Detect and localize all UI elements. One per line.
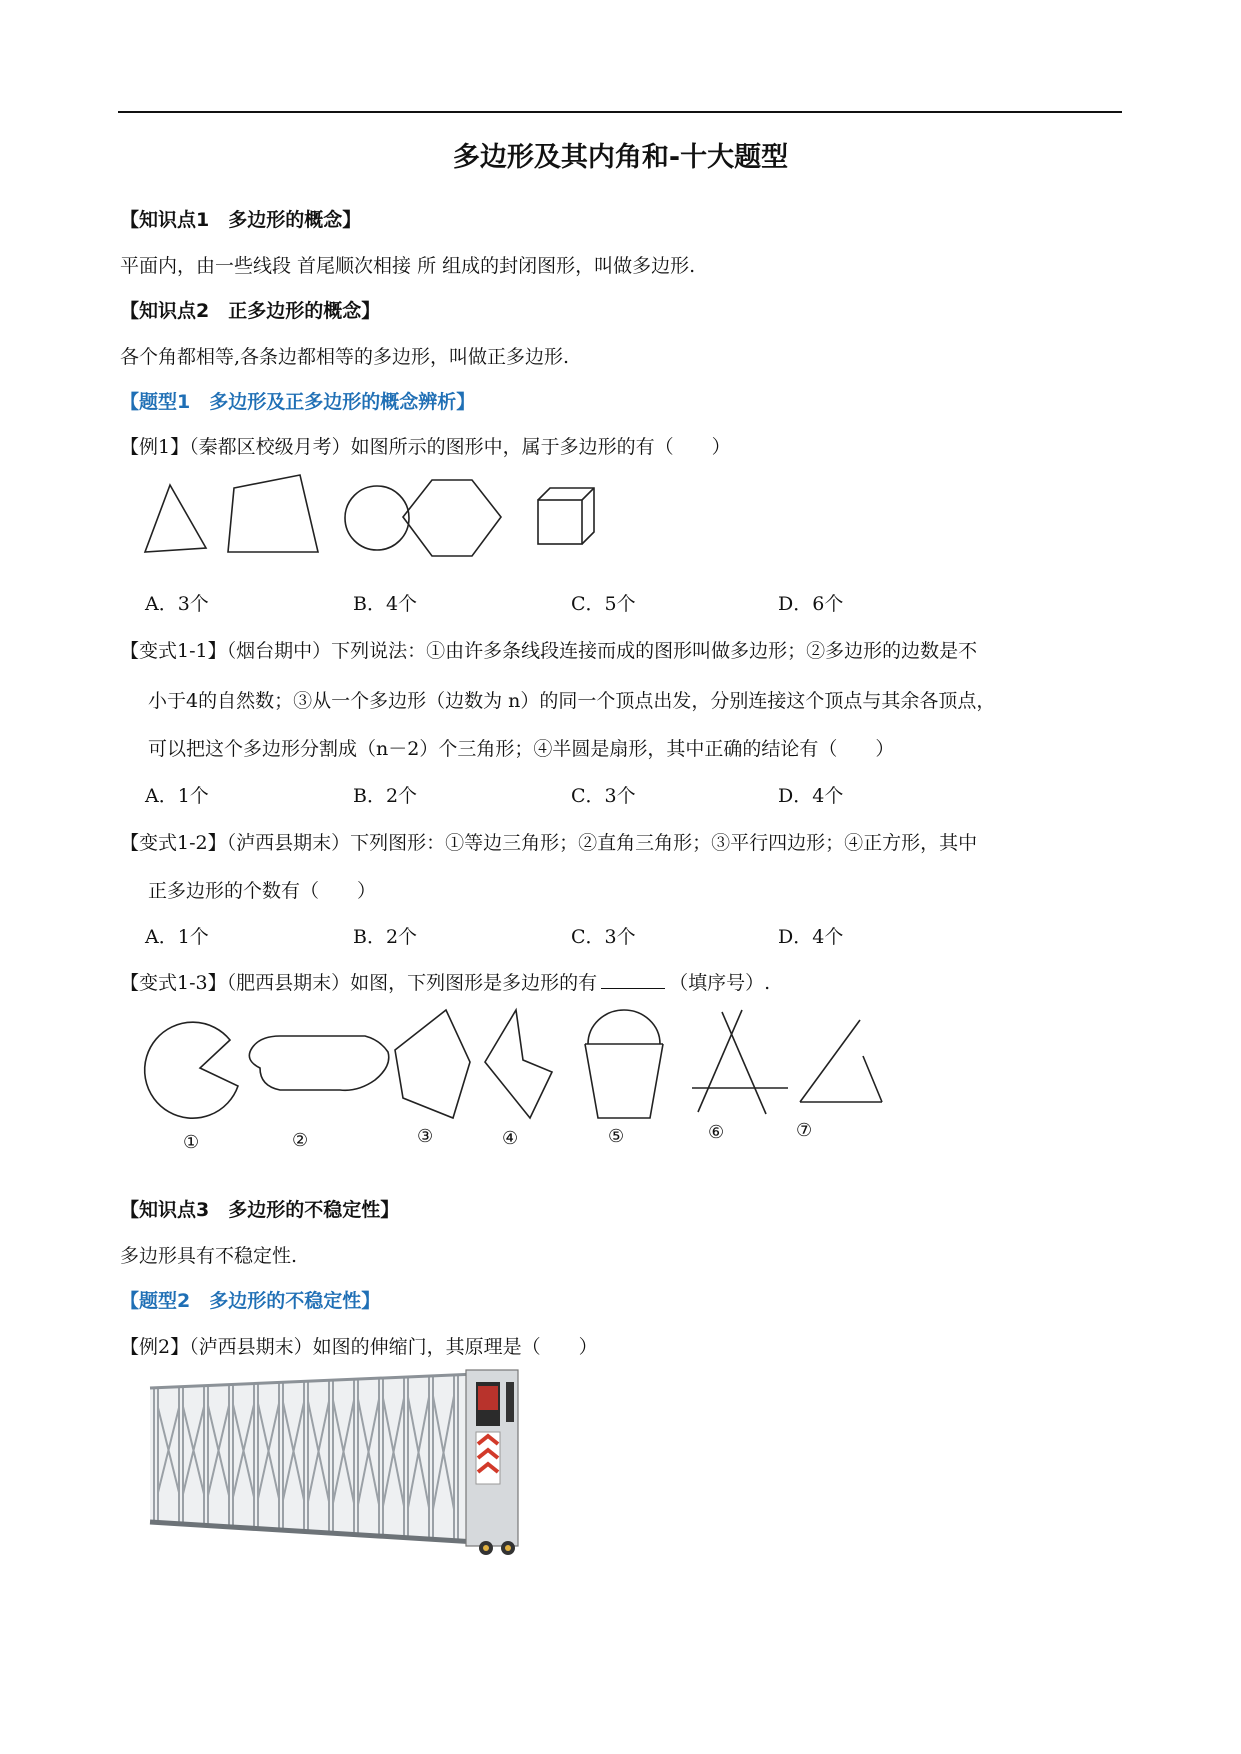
shape-3-label: ③ [417,1126,434,1147]
shape-1-pacman [145,1022,238,1118]
ex1-option-b: B．4个 [353,593,418,615]
v11-line1: 【变式1-1】（烟台期中）下列说法：①由许多条线段连接而成的图形叫做多边形；②多边形的边数是不 [120,640,978,662]
shape-2-capsule [249,1036,388,1090]
hexagon-shape [403,480,501,556]
shape-3-pentagon [395,1010,470,1118]
header-rule [118,111,1122,113]
v12-option-b: B．2个 [353,926,418,948]
kp2-text: 各个角都相等,各条边都相等的多边形，叫做正多边形. [120,346,570,368]
ex1-option-c: C．5个 [571,593,636,615]
v11-line2: 小于4的自然数；③从一个多边形（边数为 n）的同一个顶点出发，分别连接这个顶点与其余各顶点， [148,690,996,712]
v11-option-d: D．4个 [778,785,844,807]
v12-line1: 【变式1-2】（泸西县期末）下列图形：①等边三角形；②直角三角形；③平行四边形；④正方形，其中 [120,832,978,854]
shape-6-label: ⑥ [708,1122,725,1143]
shape-7-open-triangle [800,1020,882,1102]
v13-stem [120,968,770,995]
type2-heading: 【题型2 多边形的不稳定性】 [120,1290,381,1312]
ex1-option-a: A．3个 [145,593,209,615]
answer-blank [601,988,665,989]
gate-control-box [466,1370,518,1555]
v11-option-b: B．2个 [353,785,418,807]
shape-7-label: ⑦ [796,1120,813,1141]
ex1-option-d: D．6个 [778,593,844,615]
v12-option-a: A．1个 [145,926,209,948]
v11-line3: 可以把这个多边形分割成（n－2）个三角形；④半圆是扇形，其中正确的结论有（ ） [148,738,895,760]
triangle-shape [145,485,206,552]
kp1-heading: 【知识点1 多边形的概念】 [120,209,362,231]
v12-option-c: C．3个 [571,926,636,948]
v13-stem-suffix: （填序号）. [669,972,771,994]
page-title: 多边形及其内角和-十大题型 [452,142,789,173]
kp3-heading: 【知识点3 多边形的不稳定性】 [120,1199,400,1221]
v12-option-d: D．4个 [778,926,844,948]
type1-heading: 【题型1 多边形及正多边形的概念辨析】 [120,391,476,413]
ex2-stem: 【例2】（泸西县期末）如图的伸缩门，其原理是（ ） [120,1336,598,1358]
shape-2-label: ② [292,1130,309,1151]
shape-1-label: ① [183,1132,200,1153]
circle-shape [345,486,409,550]
kp1-text: 平面内，由一些线段 首尾顺次相接 所 组成的封闭图形，叫做多边形. [120,255,696,277]
v11-option-a: A．1个 [145,785,209,807]
v11-option-c: C．3个 [571,785,636,807]
quadrilateral-shape [228,475,318,552]
shape-6-crossing-lines [692,1010,788,1114]
shape-4-concave [485,1010,552,1118]
telescopic-gate-image [146,1362,536,1562]
shape-4-label: ④ [502,1128,519,1149]
cube-shape [538,488,594,544]
ex1-stem: 【例1】（秦都区校级月考）如图所示的图形中，属于多边形的有（ ） [120,436,731,458]
ex1-figure [140,470,600,570]
v12-line2: 正多边形的个数有（ ） [148,880,377,902]
v13-figure [140,1000,900,1160]
shape-5-label: ⑤ [608,1126,625,1147]
kp2-heading: 【知识点2 正多边形的概念】 [120,300,381,322]
shape-5-bucket [585,1010,663,1118]
kp3-text: 多边形具有不稳定性. [120,1245,298,1267]
v13-stem-prefix: 【变式1-3】（肥西县期末）如图，下列图形是多边形的有 [120,972,598,994]
